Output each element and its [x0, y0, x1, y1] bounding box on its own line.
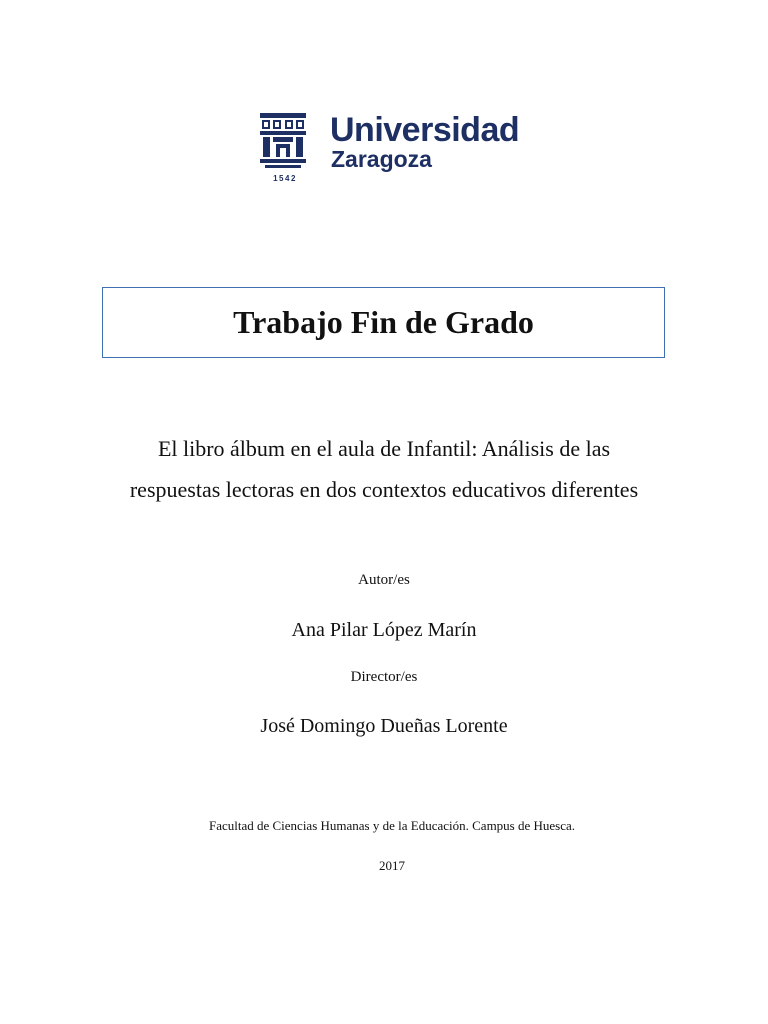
document-type-title: Trabajo Fin de Grado: [233, 304, 534, 340]
logo-year: 1542: [273, 174, 297, 183]
university-logo: [256, 110, 526, 190]
thesis-title: El libro álbum en el aula de Infantil: Análisis de las respuestas lectoras en dos contextos educativos diferentes: [129, 436, 639, 502]
directors-label: Director/es: [350, 669, 418, 685]
logo-city-name: Zaragoza: [331, 146, 432, 172]
author-name: Ana Pilar López Marín: [291, 619, 477, 641]
university-building-icon: [256, 110, 314, 174]
faculty-line: Facultad de Ciencias Humanas y de la Educación. Campus de Huesca.: [208, 818, 576, 833]
authors-label: Autor/es: [358, 572, 410, 588]
year-line: 2017: [379, 858, 405, 873]
logo-university-name: Universidad: [330, 111, 520, 149]
director-name: José Domingo Dueñas Lorente: [260, 715, 508, 737]
document-type-box: [102, 287, 665, 358]
